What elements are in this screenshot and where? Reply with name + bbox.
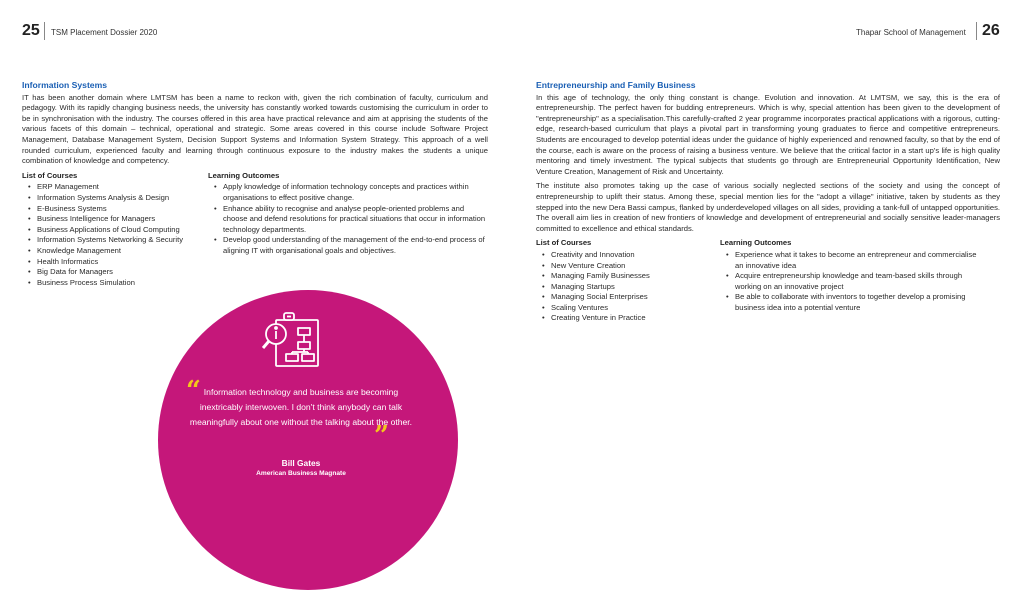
list-item: • Scaling Ventures	[536, 303, 720, 314]
list-item: • E-Business Systems	[22, 204, 208, 215]
left-running-title: TSM Placement Dossier 2020	[51, 28, 158, 37]
quote-text: Information technology and business are becoming inextricably interwoven. I don't think anybody can talk meaningfully about one without the talking about the other.	[189, 387, 413, 427]
list-item: • Business Intelligence for Managers	[22, 214, 208, 225]
list-item: • Business Applications of Cloud Computing	[22, 225, 208, 236]
entrepreneurship-heading: Entrepreneurship and Family Business	[536, 80, 696, 90]
right-page-number: 26	[982, 22, 1000, 39]
list-item: • Information Systems Analysis & Design	[22, 193, 208, 204]
is-outcomes-heading: Learning Outcomes	[208, 170, 280, 180]
entrepreneurship-lists	[536, 238, 1000, 324]
ent-courses-list	[536, 250, 720, 324]
entrepreneurship-paragraph-2: The institute also promotes taking up the case of various socially neglected sections of the society and using the concept of entrepreneurship to uplift their status. Among these, special mention lies for the "adopt a village" initiative, taken by students as they stepped into the new Dera Bassi campus, flanked by underdeveloped villages on all sides, providing a tank-full of untapped opportunities. The overall aim lies in creation of new frontiers of knowledge and development of entrepreneurial and socially sensitive leader-managers committed to excellence and ethical standards.	[536, 181, 1000, 233]
information-systems-heading: Information Systems	[22, 80, 108, 90]
entrepreneurship-section	[536, 80, 1000, 324]
left-page-number: 25	[22, 22, 40, 39]
entrepreneurship-paragraph-1: In this age of technology, the only thing constant is change. Evolution and innovation. At LMTSM, we say, this is the era of entrepreneurship. The perfect haven for budding entrepreneurs. Which is why, special attention has been given to the development of "entrepreneurship" as a specialisation.This carefully-crafted 2 year programme incorporates practical applications with a rigorous, cutting-edge, research-based curriculum that plays a pivotal part in transforming young graduates to fierce and competitive entrepreneurs. Students are encouraged to develop potential ideas under the guidance of highly experienced and renowned faculty, so that by the end of the course, each is aware on the process of raising a business venture. We believe that the critical factor in a start up's life is high quality mentoring and timely investment. The typical subjects that students go through are Entrepreneurial Opportunity Identification, New Venture Creation, Management of Risk and Uncertainty.	[536, 92, 1000, 176]
is-outcomes-list	[208, 182, 488, 256]
ent-outcomes-list	[720, 250, 980, 314]
list-item: • Business Process Simulation	[22, 278, 208, 289]
list-item: • Enhance ability to recognise and analyse people-oriented problems and choose and defend resolutions for practical situations that occur in information technology departments.	[208, 204, 488, 236]
is-courses-column	[22, 171, 208, 289]
analysis-icon	[262, 312, 328, 370]
information-systems-lists	[22, 171, 488, 289]
list-item: • Be able to collaborate with inventors to together develop a promising business idea into a potential venture	[720, 292, 980, 313]
list-item: • Creating Venture in Practice	[536, 313, 720, 324]
quote-author: Bill Gates	[281, 458, 321, 468]
header-divider-left	[44, 22, 45, 40]
is-outcomes-column	[208, 171, 488, 289]
list-item: • Acquire entrepreneurship knowledge and team-based skills through working on an innovative project	[720, 271, 980, 292]
list-item: • Develop good understanding of the management of the end-to-end process of aligning IT with organisational goals and objectives.	[208, 235, 488, 256]
ent-outcomes-column	[720, 238, 980, 324]
list-item: • Managing Social Enterprises	[536, 292, 720, 303]
list-item: • Managing Startups	[536, 282, 720, 293]
list-item: • Experience what it takes to become an entrepreneur and commercialise an innovative idea	[720, 250, 980, 271]
information-systems-section	[22, 80, 488, 288]
right-running-title: Thapar School of Management	[856, 28, 966, 37]
information-systems-paragraph: IT has been another domain where LMTSM has been a name to reckon with, given the rich combination of faculty, curriculum and pedagogy. With its rapidly changing business needs, the university has constantly worked towards customising the curriculum in order to be in synchronisation with the industry. The courses offered in this area have practical relevance and aim at apprising the students of the various facets of this domain – technical, operational and strategic. Some areas covered in this course include Software Project Management, Database Management System, Decision Support Systems and Information System Strategy. This approach of a well rounded curriculum, experienced faculty and learning through continuous exposure to the industry makes the students a unique combination of knowledge and competency.	[22, 92, 488, 166]
list-item: • Big Data for Managers	[22, 267, 208, 278]
ent-courses-heading: List of Courses	[536, 238, 592, 248]
ent-courses-column	[536, 238, 720, 324]
list-item: • Apply knowledge of information technology concepts and practices within organisations to effect positive change.	[208, 182, 488, 203]
closing-quote-mark: ”	[374, 421, 389, 451]
list-item: • New Venture Creation	[536, 261, 720, 272]
list-item: • Knowledge Management	[22, 246, 208, 257]
list-item: • Information Systems Networking & Security	[22, 235, 208, 246]
is-courses-heading: List of Courses	[22, 170, 78, 180]
list-item: • ERP Management	[22, 182, 208, 193]
header-divider-right	[976, 22, 977, 40]
quote-author-role: American Business Magnate	[256, 470, 346, 477]
list-item: • Creativity and Innovation	[536, 250, 720, 261]
ent-outcomes-heading: Learning Outcomes	[720, 238, 792, 248]
list-item: • Managing Family Businesses	[536, 271, 720, 282]
list-item: • Health Informatics	[22, 257, 208, 268]
opening-quote-mark: “	[186, 376, 201, 406]
is-courses-list	[22, 182, 208, 288]
